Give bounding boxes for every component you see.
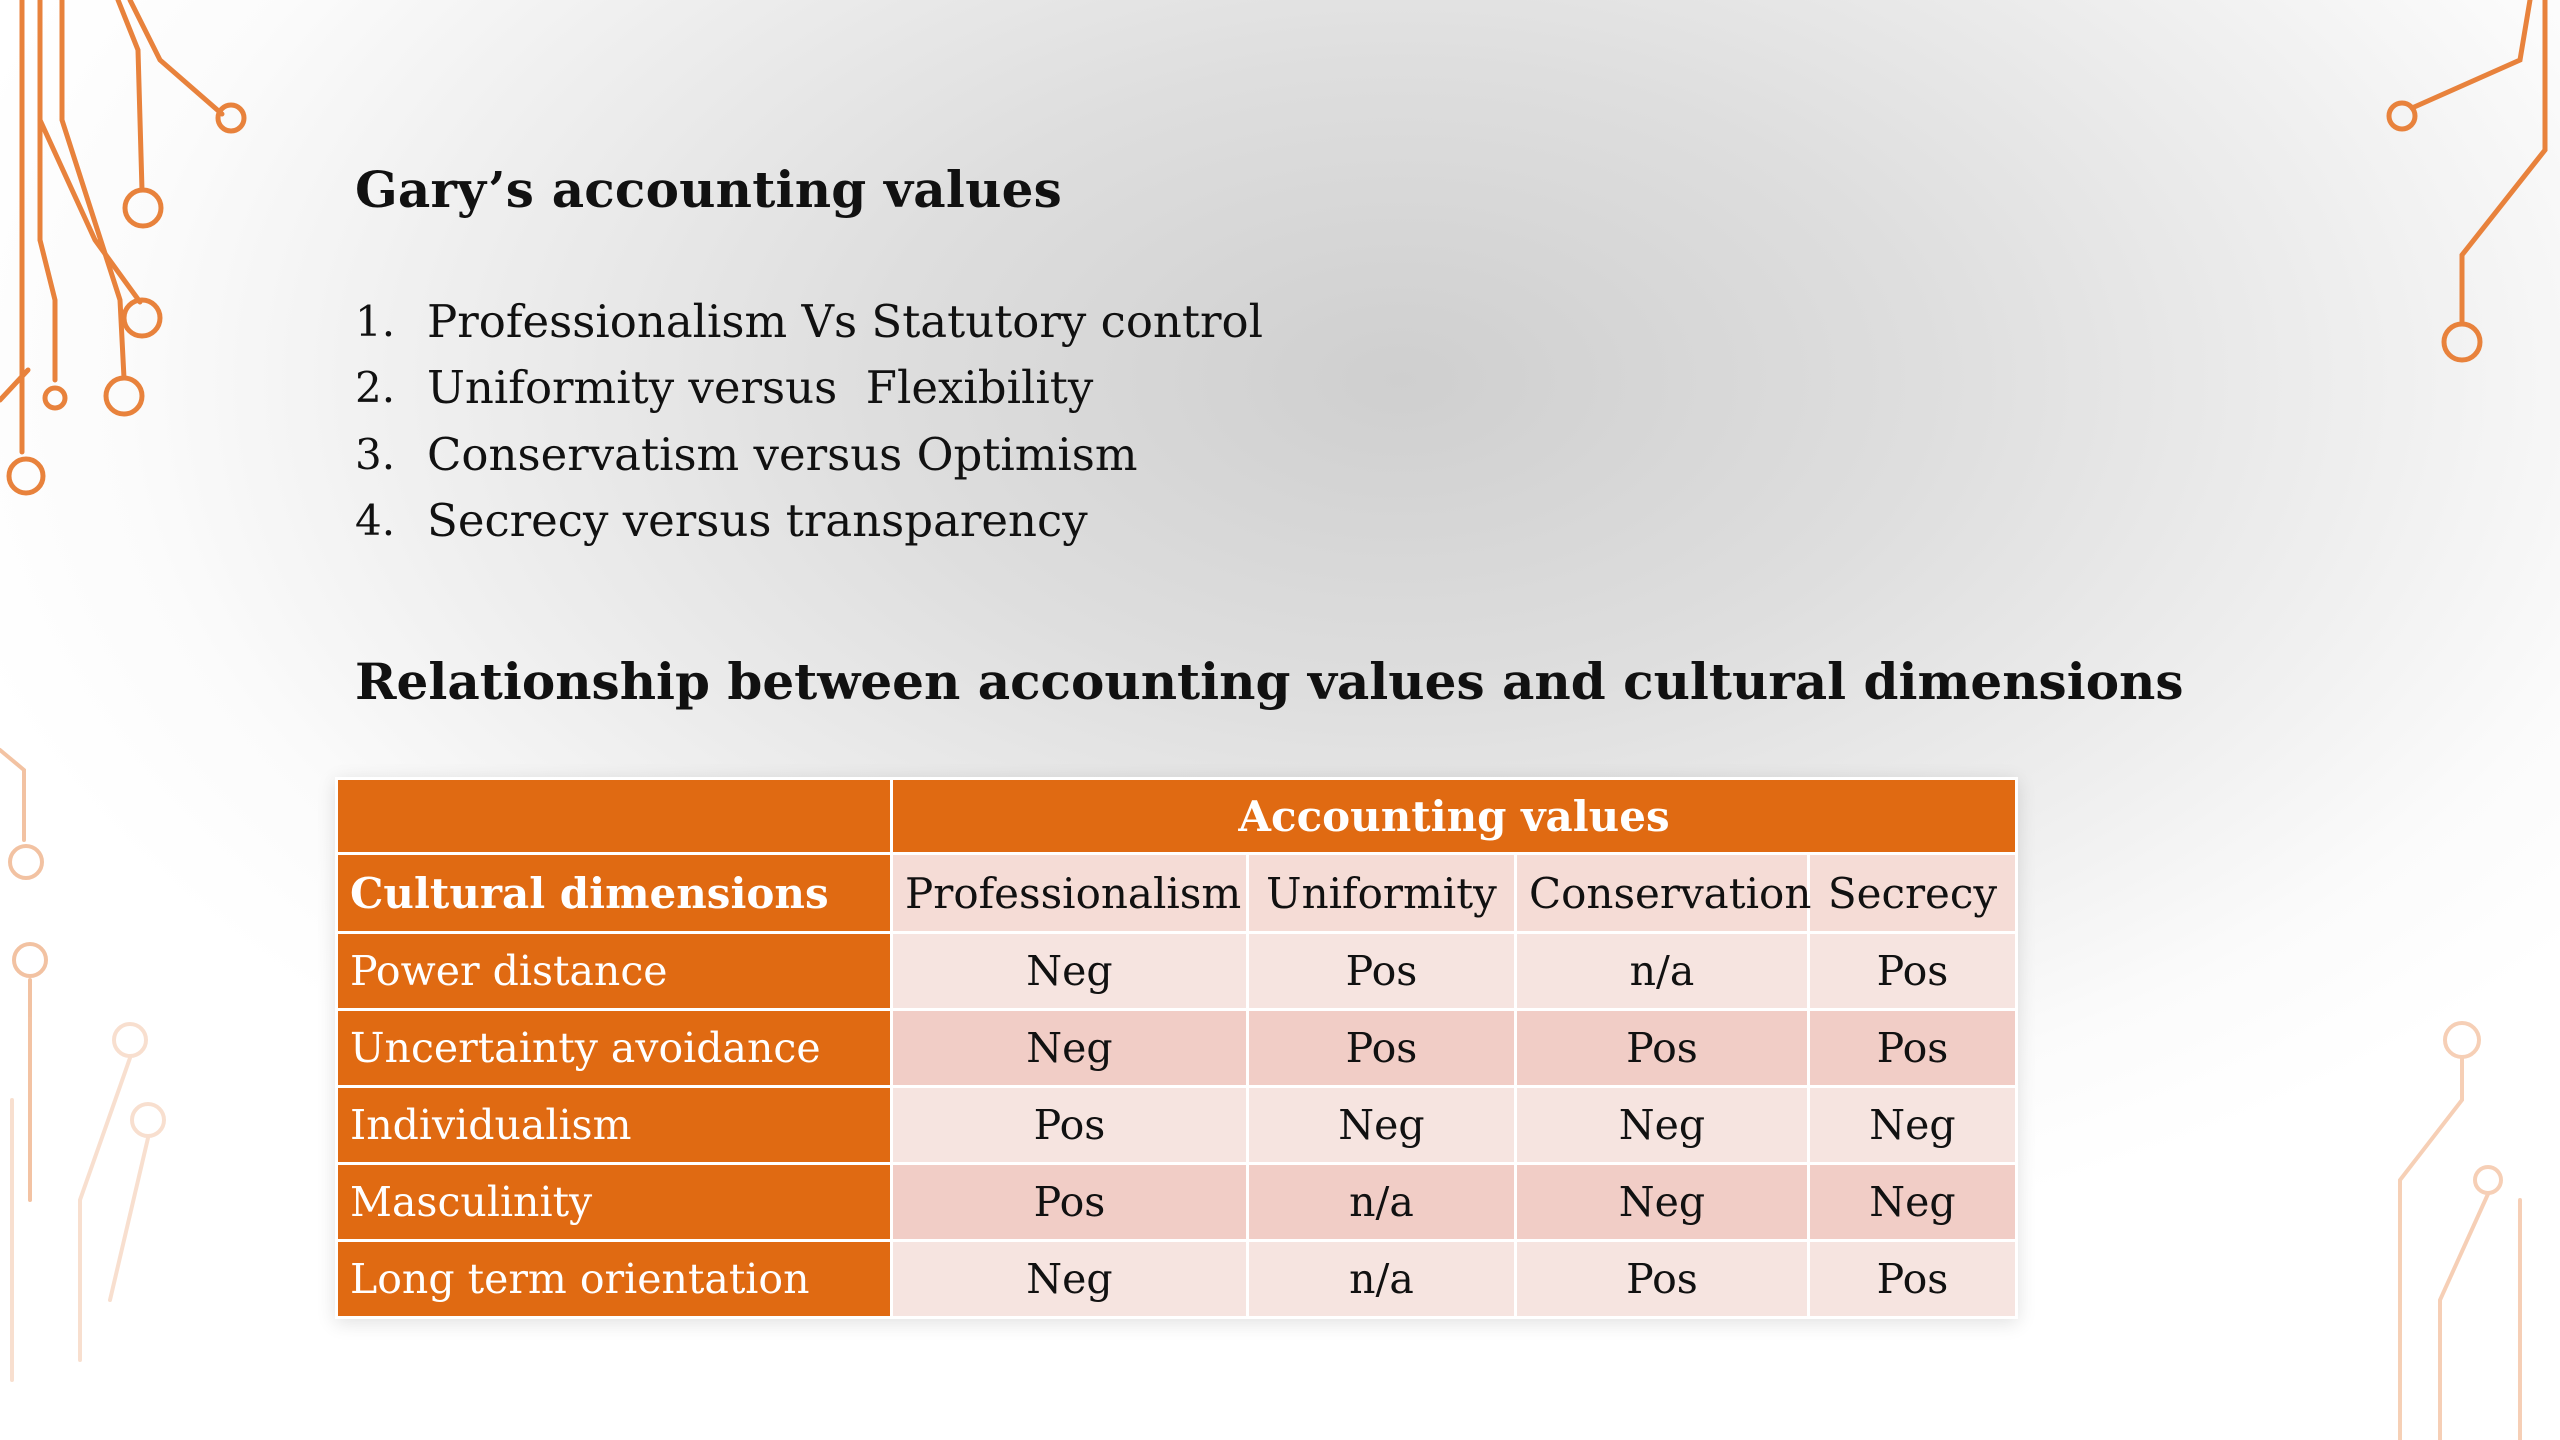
column-header: Professionalism — [892, 854, 1248, 933]
table-cell: Pos — [1516, 1010, 1809, 1087]
accounting-values-list — [355, 288, 1263, 554]
cultural-dimensions-header: Cultural dimensions — [337, 854, 892, 933]
row-label: Masculinity — [337, 1164, 892, 1241]
table-cell: Pos — [1248, 1010, 1516, 1087]
table-cell: Neg — [1516, 1087, 1809, 1164]
column-header: Uniformity — [1248, 854, 1516, 933]
table-row — [337, 933, 2017, 1010]
table-cell: Neg — [892, 1241, 1248, 1318]
table-corner-cell — [337, 779, 892, 854]
row-label: Long term orientation — [337, 1241, 892, 1318]
table-cell: n/a — [1248, 1164, 1516, 1241]
list-number: 2. — [355, 363, 396, 413]
list-text: Secrecy versus transparency — [427, 494, 1088, 548]
table-row — [337, 1010, 2017, 1087]
circuit-right-bottom — [2400, 1023, 2520, 1440]
data-table — [335, 777, 2018, 1319]
circuit-right-top — [2389, 0, 2545, 360]
values-dimensions-table — [335, 777, 2015, 1319]
table-cell: Neg — [1516, 1164, 1809, 1241]
slide-title: Gary’s accounting values — [355, 160, 1062, 219]
table-cell: Neg — [892, 1010, 1248, 1087]
table-row — [337, 1164, 2017, 1241]
table-cell: Pos — [892, 1087, 1248, 1164]
list-item — [355, 421, 1263, 488]
table-row — [337, 1241, 2017, 1318]
list-number: 1. — [355, 296, 396, 346]
row-label: Power distance — [337, 933, 892, 1010]
list-item — [355, 355, 1263, 422]
table-cell: n/a — [1516, 933, 1809, 1010]
table-cell: Pos — [1248, 933, 1516, 1010]
table-row — [337, 1087, 2017, 1164]
column-header: Secrecy — [1809, 854, 2017, 933]
circuit-left-top — [0, 0, 244, 493]
table-cell: Neg — [1248, 1087, 1516, 1164]
table-column-header-row — [337, 854, 2017, 933]
table-group-header-row — [337, 779, 2017, 854]
table-cell: Pos — [1516, 1241, 1809, 1318]
section-heading: Relationship between accounting values and cultural dimensions — [355, 652, 2184, 711]
table-cell: Pos — [1809, 933, 2017, 1010]
list-text: Conservatism versus Optimism — [427, 427, 1138, 481]
list-number: 3. — [355, 429, 396, 479]
list-text: Uniformity versus Flexibility — [427, 361, 1094, 415]
table-cell: Neg — [1809, 1087, 2017, 1164]
row-label: Uncertainty avoidance — [337, 1010, 892, 1087]
table-cell: Pos — [1809, 1010, 2017, 1087]
column-header: Conservation — [1516, 854, 1809, 933]
list-item — [355, 488, 1263, 555]
table-cell: Pos — [1809, 1241, 2017, 1318]
accounting-values-header: Accounting values — [892, 779, 2017, 854]
list-text: Professionalism Vs Statutory control — [427, 294, 1263, 348]
list-number: 4. — [355, 496, 396, 546]
circuit-left-bottom — [12, 1024, 164, 1380]
list-item — [355, 288, 1263, 355]
table-cell: n/a — [1248, 1241, 1516, 1318]
table-cell: Pos — [892, 1164, 1248, 1241]
circuit-left-mid — [0, 750, 46, 1200]
table-cell: Neg — [892, 933, 1248, 1010]
row-label: Individualism — [337, 1087, 892, 1164]
table-cell: Neg — [1809, 1164, 2017, 1241]
